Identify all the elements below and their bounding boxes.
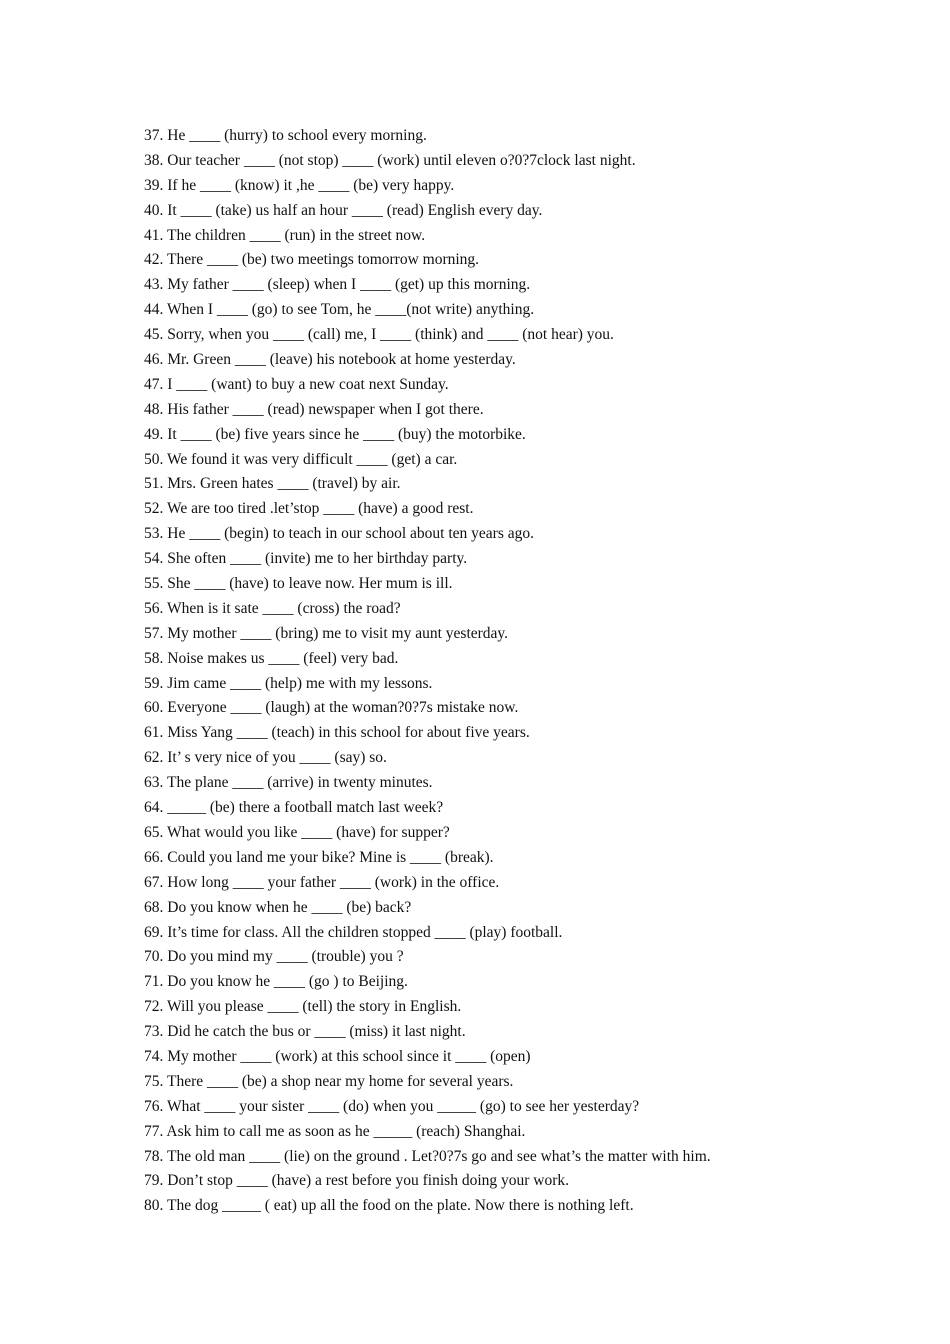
exercise-item: 73. Did he catch the bus or ____ (miss) it last night. <box>144 1023 466 1041</box>
exercise-item: 37. He ____ (hurry) to school every morning. <box>144 127 427 144</box>
exercise-item: 42. There ____ (be) two meetings tomorrow morning. <box>144 251 480 269</box>
exercise-item: 78. The old man ____ (lie) on the ground . Let?0?7s go and see what’s the matter with him. <box>144 1147 711 1165</box>
exercise-item: 66. Could you land me your bike? Mine is ____ (break). <box>144 848 494 866</box>
exercise-item: 49. It ____ (be) five years since he ____ (buy) the motorbike. <box>144 425 526 443</box>
exercise-item: 72. Will you please ____ (tell) the story in English. <box>144 998 462 1016</box>
exercise-item: 57. My mother ____ (bring) me to visit my aunt yesterday. <box>144 624 509 642</box>
exercise-item: 52. We are too tired .let’stop ____ (have) a good rest. <box>144 500 474 518</box>
exercise-item: 50. We found it was very difficult ____ (get) a car. <box>144 450 458 468</box>
exercise-item: 51. Mrs. Green hates ____ (travel) by air. <box>144 475 401 493</box>
exercise-item: 69. It’s time for class. All the children stopped ____ (play) football. <box>144 923 563 941</box>
exercise-item: 71. Do you know he ____ (go ) to Beijing. <box>144 973 408 991</box>
exercise-item: 55. She ____ (have) to leave now. Her mum is ill. <box>144 575 453 593</box>
exercise-item: 60. Everyone ____ (laugh) at the woman?0?7s mistake now. <box>144 699 519 717</box>
exercise-item: 80. The dog _____ ( eat) up all the food on the plate. Now there is nothing left. <box>144 1197 634 1215</box>
exercise-item: 74. My mother ____ (work) at this school since it ____ (open) <box>144 1047 531 1065</box>
exercise-item: 62. It’ s very nice of you ____ (say) so. <box>144 749 387 767</box>
exercise-item: 54. She often ____ (invite) me to her birthday party. <box>144 550 468 568</box>
exercise-item: 38. Our teacher ____ (not stop) ____ (work) until eleven o?0?7clock last night. <box>144 151 636 169</box>
exercise-item: 65. What would you like ____ (have) for supper? <box>144 823 450 841</box>
exercise-item: 47. I ____ (want) to buy a new coat next Sunday. <box>144 375 449 393</box>
exercise-item: 45. Sorry, when you ____ (call) me, I ____ (think) and ____ (not hear) you. <box>144 326 614 344</box>
exercise-item: 61. Miss Yang ____ (teach) in this school for about five years. <box>144 724 530 742</box>
exercise-item: 63. The plane ____ (arrive) in twenty minutes. <box>144 774 433 792</box>
exercise-item: 44. When I ____ (go) to see Tom, he ____(not write) anything. <box>144 301 535 319</box>
exercise-item: 40. It ____ (take) us half an hour ____ (read) English every day. <box>144 201 543 219</box>
exercise-item: 58. Noise makes us ____ (feel) very bad. <box>144 649 399 667</box>
exercise-item: 46. Mr. Green ____ (leave) his notebook at home yesterday. <box>144 351 516 369</box>
exercise-list <box>144 124 904 1219</box>
exercise-item: 67. How long ____ your father ____ (work) in the office. <box>144 873 500 891</box>
exercise-item: 39. If he ____ (know) it ,he ____ (be) very happy. <box>144 176 455 194</box>
exercise-item: 53. He ____ (begin) to teach in our school about ten years ago. <box>144 525 534 543</box>
exercise-item: 70. Do you mind my ____ (trouble) you ? <box>144 948 404 966</box>
exercise-item: 64. _____ (be) there a football match last week? <box>144 799 444 817</box>
exercise-item: 75. There ____ (be) a shop near my home for several years. <box>144 1072 514 1090</box>
exercise-item: 76. What ____ your sister ____ (do) when you _____ (go) to see her yesterday? <box>144 1097 640 1115</box>
exercise-item: 48. His father ____ (read) newspaper when I got there. <box>144 400 484 418</box>
exercise-item: 59. Jim came ____ (help) me with my lessons. <box>144 674 433 692</box>
exercise-item: 56. When is it sate ____ (cross) the road? <box>144 599 401 617</box>
exercise-item: 79. Don’t stop ____ (have) a rest before you finish doing your work. <box>144 1172 570 1190</box>
exercise-item: 41. The children ____ (run) in the street now. <box>144 226 426 244</box>
exercise-item: 77. Ask him to call me as soon as he _____ (reach) Shanghai. <box>144 1122 526 1140</box>
exercise-item: 43. My father ____ (sleep) when I ____ (get) up this morning. <box>144 276 531 294</box>
exercise-item: 68. Do you know when he ____ (be) back? <box>144 898 412 916</box>
